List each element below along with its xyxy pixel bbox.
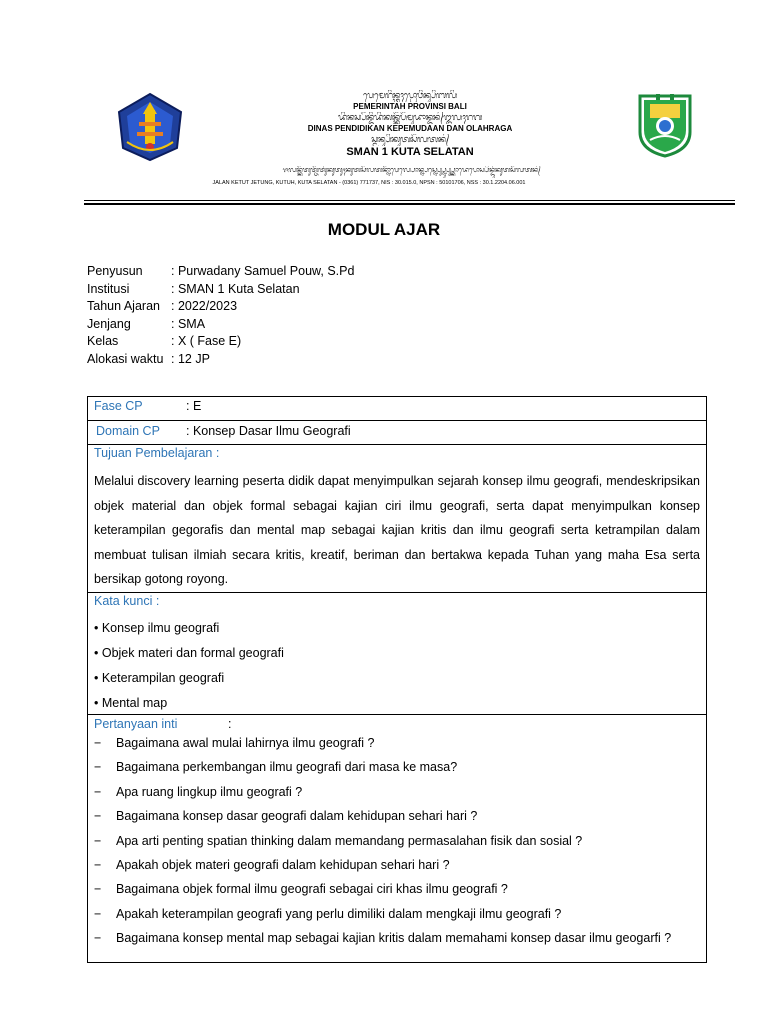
question-text: Apa arti penting spatian thinking dalam memandang permasalahan fisik dan sosial ? — [116, 833, 583, 848]
pertanyaan-inti-section — [88, 715, 706, 963]
info-label: Penyusun — [87, 264, 143, 278]
list-item — [94, 736, 671, 760]
info-value: : Purwadany Samuel Pouw, S.Pd — [171, 264, 355, 278]
learning-module-table — [87, 396, 707, 963]
info-label: Institusi — [87, 281, 130, 296]
balinese-script-line: ᬤᬶᬦᬲ᭄ᬧᭂᬦ᭄ᬤᬶᬤᬶᬓᬦ᭄ᬓᭂᬧᭂᬫᬸᬤᬵᬦ᭄ᬤᬦ᭄ᬑᬮᬄᬭᬕ — [337, 113, 483, 123]
fase-cp-value: : E — [186, 399, 202, 413]
letterhead — [84, 86, 739, 206]
list-item: • Konsep ilmu geografi — [94, 621, 220, 635]
tujuan-pembelajaran-section — [88, 445, 706, 593]
info-value: : 2022/2023 — [171, 299, 238, 314]
domain-cp-row — [88, 421, 706, 445]
list-item: • Mental map — [94, 696, 168, 710]
list-item — [94, 834, 671, 858]
letterhead-divider-thick — [84, 203, 735, 205]
school-address: JALAN KETUT JETUNG, KUTUH, KUTA SELATAN - (0361) 771737, NIS : 30.015.0, NPSN : 50101706, NSS : 30.1.2204.06.001 — [212, 180, 526, 186]
list-item: • Objek materi dan formal geografi — [94, 646, 284, 660]
module-info — [87, 263, 354, 369]
pertanyaan-inti-colon: : — [228, 717, 232, 731]
info-row-tahun-ajaran — [87, 298, 354, 316]
balinese-script-line: ᬧᬾᬫᬾᬭᬶᬦ᭄ᬢᬄᬧ᭄ᬭᭀᬯᬶᬦ᭄ᬲᬶᬩᬮᬶ — [362, 91, 458, 101]
question-text: Bagaimana perkembangan ilmu geografi dari masa ke masa? — [116, 760, 458, 775]
info-row-penyusun — [87, 263, 354, 281]
dash-bullet: − — [94, 760, 102, 775]
balinese-script-address: ᬚᬮᬦ᭄ᬓᭂᬢᬸᬢ᭄ᬚᭂᬢᬸᬂᬓᬸᬢᬸᬄᬓᬸᬢᬲᭂᬮᬢᬦ᭄ᬦᭃᬧᬾᬮ᭄ᬧᭀᬦ᭄ᬦ᭄ᬧᬲ᭄ᬦ᭄ᬧ᭄ᬲ᭄ᬦ᭄ᬲ᭄ᬲ᭄ᬓᭀᬤᬾᬧᭀᬲ᭄ᬧᬶᬦ᭄ᬤᬸᬂᬓᬸᬢᬲᭂᬮᬢᬦ᭄ — [282, 166, 541, 174]
question-text: Bagaimana konsep mental map sebagai kajian kritis dalam memahami konsep dasar ilmu geogarfi ? — [116, 931, 672, 946]
info-row-jenjang — [87, 316, 354, 334]
list-item — [94, 858, 671, 882]
pertanyaan-inti-list — [94, 736, 671, 956]
school-emblem-icon — [636, 92, 694, 158]
kata-kunci-label: Kata kunci : — [94, 594, 160, 608]
government-name: PEMERINTAH PROVINSI BALI — [353, 102, 467, 111]
info-row-institusi — [87, 281, 354, 299]
list-item — [94, 931, 671, 955]
dash-bullet: − — [94, 784, 102, 799]
question-text: Bagaimana awal mulai lahirnya ilmu geografi ? — [116, 736, 375, 750]
info-value: : SMAN 1 Kuta Selatan — [171, 281, 300, 296]
list-item — [94, 907, 671, 931]
dash-bullet: − — [94, 833, 102, 848]
list-item: • Keterampilan geografi — [94, 671, 225, 685]
school-name: SMAN 1 KUTA SELATAN — [346, 146, 474, 158]
balinese-script-line: ᬲ᭄ᬫᬦ᭄ᬲᬶᬓᬸᬢᬲᭂᬮᬢᬦ᭄ — [371, 135, 449, 145]
letterhead-text — [194, 86, 626, 159]
department-name: DINAS PENDIDIKAN KEPEMUDAAN DAN OLAHRAGA — [307, 124, 513, 133]
info-row-alokasi-waktu — [87, 351, 354, 369]
kata-kunci-list — [94, 621, 284, 721]
kata-kunci-section — [88, 593, 706, 715]
question-text: Apakah objek materi geografi dalam kehidupan sehari hari ? — [116, 857, 450, 872]
question-text: Apakah keterampilan geografi yang perlu dimiliki dalam mengkaji ilmu geografi ? — [116, 906, 562, 921]
info-label: Jenjang — [87, 316, 131, 331]
info-value: : 12 JP — [171, 351, 210, 366]
info-value: : SMA — [171, 316, 206, 331]
dash-bullet: − — [94, 857, 102, 872]
info-label: Kelas — [87, 334, 119, 349]
dash-bullet: − — [94, 736, 102, 750]
letterhead-divider-thin — [84, 200, 735, 201]
domain-cp-value: : Konsep Dasar Ilmu Geografi — [186, 424, 351, 438]
fase-cp-row — [88, 397, 706, 421]
info-label: Tahun Ajaran — [87, 299, 160, 314]
list-item — [94, 882, 671, 906]
list-item — [94, 760, 671, 784]
dash-bullet: − — [94, 882, 102, 897]
fase-cp-label: Fase CP — [94, 399, 143, 413]
tujuan-pembelajaran-label: Tujuan Pembelajaran : — [94, 446, 220, 460]
page-title: MODUL AJAR — [327, 220, 441, 239]
info-value: : X ( Fase E) — [171, 334, 242, 349]
question-text: Bagaimana objek formal ilmu geografi sebagai ciri khas ilmu geografi ? — [116, 882, 508, 897]
tujuan-pembelajaran-text: Melalui discovery learning peserta didik dapat menyimpulkan sejarah konsep ilmu geografi, mendeskripsikan objek material dan objek formal sebagai kajian ciri ilmu geografi, serta dapat menyimpulkan konsep keterampilan gegorafis dan mental map sebagai kajian kritis dan ilmu geografi serta ketrampilan dalam membuat tulisan ilmiah secara kritis, kreatif, beriman dan bertakwa kepada Tuhan yang maha Esa serta bersikap gotong royong. — [94, 474, 700, 587]
question-text: Apa ruang lingkup ilmu geografi ? — [116, 784, 303, 799]
list-item — [94, 785, 671, 809]
dash-bullet: − — [94, 809, 102, 824]
info-row-kelas — [87, 333, 354, 351]
list-item — [94, 809, 671, 833]
bali-province-emblem-icon — [115, 92, 185, 162]
domain-cp-label: Domain CP — [96, 424, 160, 438]
pertanyaan-inti-label: Pertanyaan inti — [94, 717, 178, 731]
dash-bullet: − — [94, 931, 102, 946]
info-label: Alokasi waktu — [87, 351, 164, 366]
question-text: Bagaimana konsep dasar geografi dalam kehidupan sehari hari ? — [116, 809, 478, 824]
dash-bullet: − — [94, 906, 102, 921]
